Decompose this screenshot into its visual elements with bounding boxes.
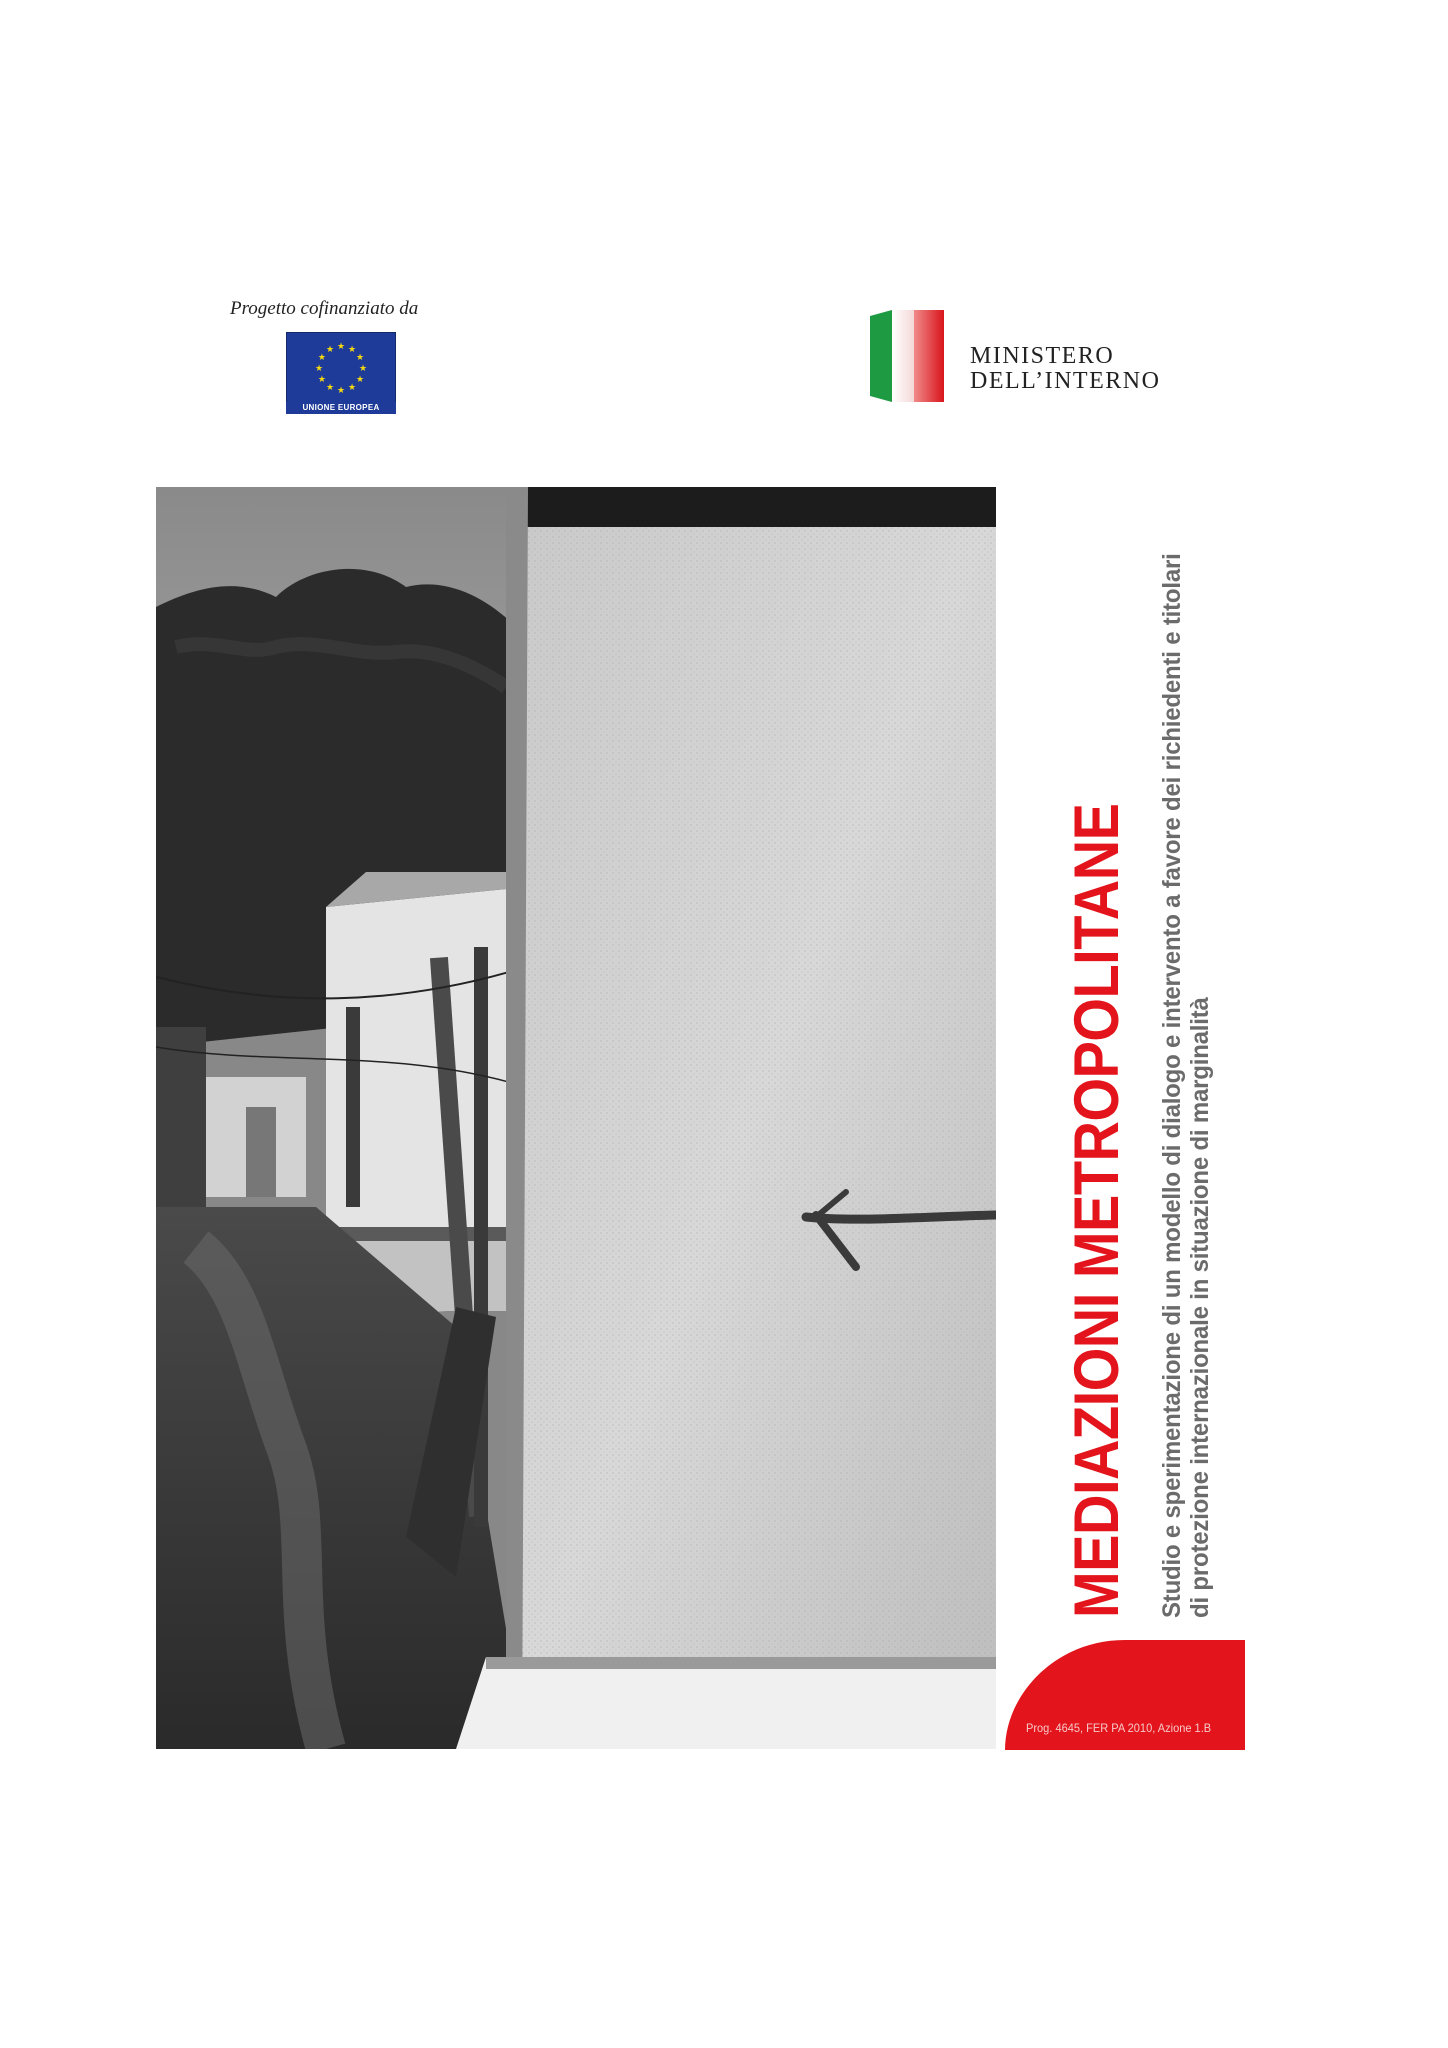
eu-star-icon: ★ (358, 363, 368, 373)
ministry-name (970, 344, 1160, 394)
ministry-logo (870, 310, 1210, 405)
eu-star-icon: ★ (347, 382, 357, 393)
eu-star-icon: ★ (356, 352, 365, 362)
funding-caption: Progetto cofinanziato da (230, 298, 419, 319)
eu-star-icon: ★ (317, 374, 326, 384)
project-code: Prog. 4645, FER PA 2010, Azione 1.B (1025, 1721, 1212, 1735)
ministry-line-1: MINISTERO (970, 343, 1115, 369)
eu-star-icon: ★ (325, 343, 335, 354)
cover-title: MEDIAZIONI METROPOLITANE (1061, 803, 1132, 1618)
italian-tricolore-icon (870, 310, 944, 402)
eu-star-icon: ★ (336, 385, 346, 395)
eu-label: UNIONE EUROPEA (286, 402, 396, 414)
cover-photograph (156, 487, 996, 1749)
cover-subtitle-line-1: Studio e sperimentazione di un modello di dialogo e intervento a favore dei richiedenti e titolari (1158, 553, 1187, 1618)
eu-funding-block (230, 298, 450, 412)
eu-star-icon: ★ (347, 343, 357, 354)
eu-star-icon: ★ (317, 352, 326, 362)
ministry-line-2: DELL’INTERNO (970, 368, 1161, 394)
eu-star-icon: ★ (336, 341, 346, 351)
cover-subtitle-line-2: di protezione internazionale in situazione di marginalità (1186, 997, 1215, 1618)
eu-flag-icon (286, 332, 396, 404)
eu-star-icon: ★ (325, 382, 335, 393)
eu-star-icon: ★ (314, 363, 324, 373)
eu-star-icon: ★ (356, 374, 365, 384)
